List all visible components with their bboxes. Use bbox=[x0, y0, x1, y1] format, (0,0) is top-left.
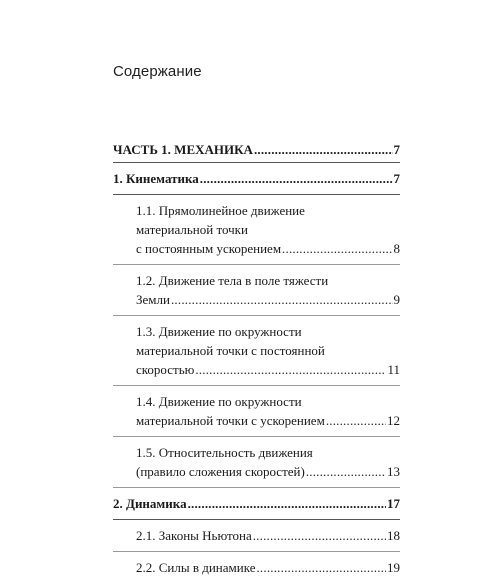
toc-entry-line bbox=[113, 494, 400, 513]
dot-leader bbox=[200, 169, 393, 188]
dot-leader bbox=[254, 140, 393, 159]
toc-entry-section-1-5[interactable] bbox=[113, 437, 400, 488]
toc-entry-title-line: материальной точки с постоянной bbox=[136, 343, 325, 358]
toc-page-number: 12 bbox=[387, 413, 400, 428]
toc-entry-title-line: 1.5. Относительность движения bbox=[136, 445, 313, 460]
toc-entry-title: ЧАСТЬ 1. МЕХАНИКА bbox=[113, 142, 253, 157]
toc-entry-line bbox=[136, 558, 400, 577]
toc-entry-chapter-1[interactable] bbox=[113, 163, 400, 195]
toc-page-number: 17 bbox=[387, 496, 400, 511]
dot-leader bbox=[195, 360, 386, 379]
toc-entry-section-2-1[interactable] bbox=[113, 520, 400, 552]
toc-entry-line bbox=[136, 290, 400, 309]
toc-heading: Содержание bbox=[113, 63, 202, 80]
toc-entry-chapter-2[interactable] bbox=[113, 488, 400, 520]
toc-page-number: 7 bbox=[393, 171, 400, 186]
toc-entry-title: 2.1. Законы Ньютона bbox=[136, 528, 252, 543]
toc-entry-title: 2. Динамика bbox=[113, 496, 187, 511]
dot-leader bbox=[171, 290, 393, 309]
toc-entry-title-line: с постоянным ускорением bbox=[136, 241, 282, 256]
toc-entry-title-line: 1.3. Движение по окружности bbox=[136, 324, 302, 339]
toc-page-number: 13 bbox=[387, 464, 400, 479]
toc-entry-line bbox=[136, 526, 400, 545]
toc-entry-part-1[interactable] bbox=[113, 130, 400, 163]
toc-entry-title-line: 1.4. Движение по окружности bbox=[136, 394, 302, 409]
toc-page-number: 18 bbox=[387, 528, 400, 543]
dot-leader bbox=[326, 411, 386, 430]
toc-page-number: 19 bbox=[387, 560, 400, 575]
toc-page-number: 11 bbox=[387, 362, 400, 377]
toc-entry-title-line: 1.2. Движение тела в поле тяжести bbox=[136, 273, 329, 288]
toc-entry-title-line: материальной точки bbox=[136, 222, 248, 237]
toc-entry-section-1-2[interactable] bbox=[113, 265, 400, 316]
toc-entry-line bbox=[113, 140, 400, 159]
toc-entry-title-line: 1.1. Прямолинейное движение bbox=[136, 203, 305, 218]
toc-entry-line bbox=[136, 360, 400, 379]
dot-leader bbox=[256, 558, 386, 577]
toc-entry-section-2-2[interactable] bbox=[113, 552, 400, 583]
toc-entry-title: 1. Кинематика bbox=[113, 171, 199, 186]
dot-leader bbox=[306, 462, 386, 481]
toc-entry-line bbox=[136, 462, 400, 481]
toc-page-number: 7 bbox=[393, 142, 400, 157]
toc-entry-section-1-1[interactable] bbox=[113, 195, 400, 265]
table-of-contents bbox=[113, 130, 400, 583]
toc-entry-title-line: Земли bbox=[136, 292, 170, 307]
toc-entry-section-1-3[interactable] bbox=[113, 316, 400, 386]
toc-entry-title-line: материальной точки с ускорением bbox=[136, 413, 325, 428]
dot-leader bbox=[188, 494, 386, 513]
toc-entry-title-line: (правило сложения скоростей) bbox=[136, 464, 305, 479]
toc-entry-title-line: скоростью bbox=[136, 362, 195, 377]
toc-entry-line bbox=[136, 239, 400, 258]
dot-leader bbox=[282, 239, 392, 258]
toc-page-number: 8 bbox=[393, 241, 400, 256]
toc-entry-title: 2.2. Силы в динамике bbox=[136, 560, 256, 575]
toc-entry-line bbox=[136, 411, 400, 430]
toc-entry-section-1-4[interactable] bbox=[113, 386, 400, 437]
toc-entry-line bbox=[113, 169, 400, 188]
toc-page-number: 9 bbox=[393, 292, 400, 307]
dot-leader bbox=[253, 526, 386, 545]
